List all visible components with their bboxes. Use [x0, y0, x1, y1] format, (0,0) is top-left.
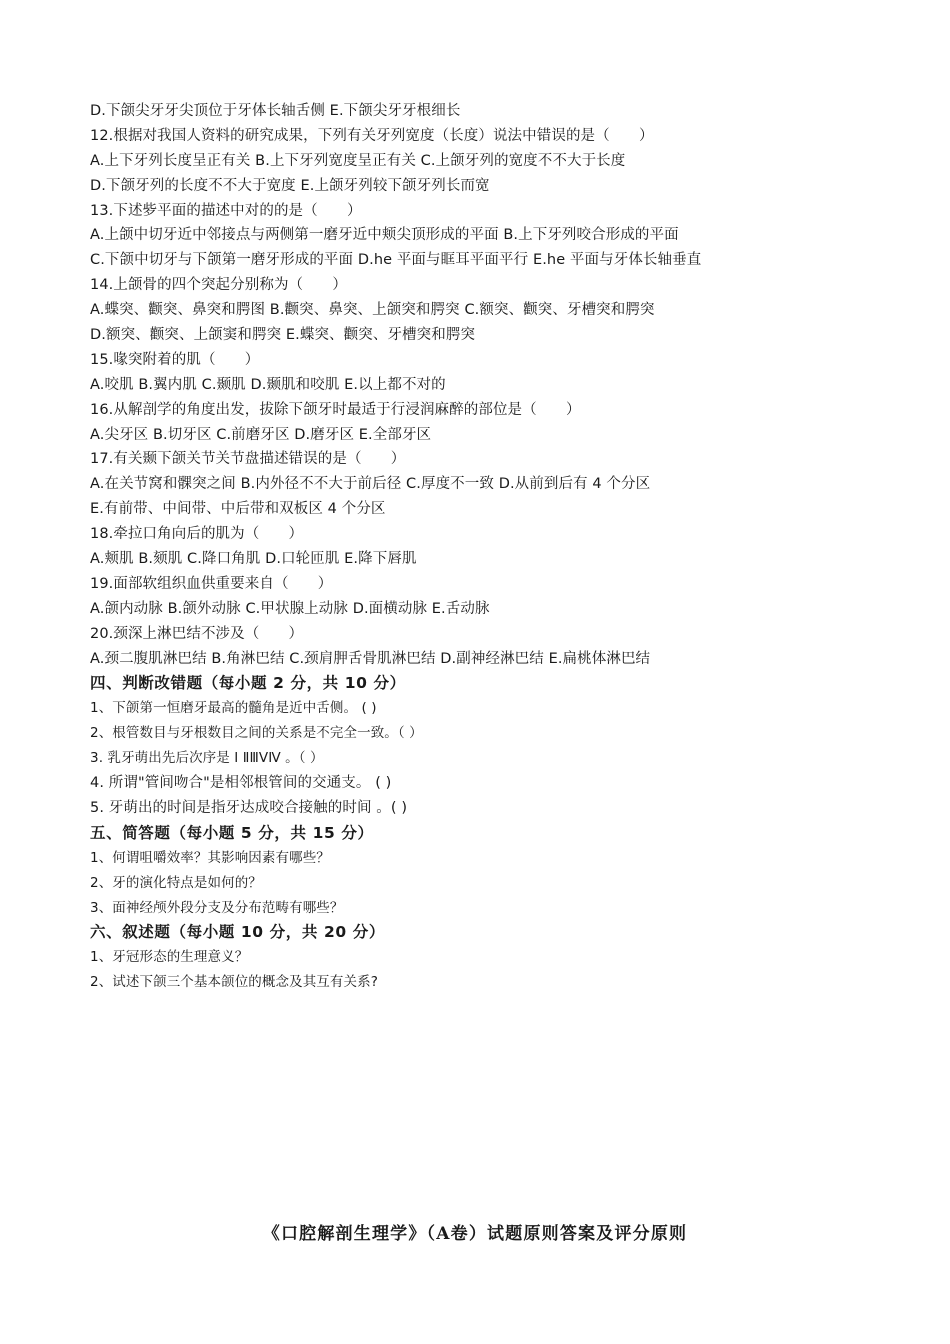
question-line: 14.上颌骨的四个突起分别称为（ ）: [90, 277, 347, 294]
question-line: C.下颌中切牙与下颌第一磨牙形成的平面 D.he 平面与眶耳平面平行 E.he 平面与牙体长轴垂直: [90, 252, 702, 269]
section-heading: 六、叙述题（每小题 10 分，共 20 分）: [90, 923, 385, 942]
question-line: 12.根据对我国人资料的研究成果，下列有关牙列宽度（长度）说法中错误的是（ ）: [90, 127, 654, 144]
question-line: 17.有关颞下颌关节关节盘描述错误的是（ ）: [90, 451, 406, 468]
question-line: E.有前带、中间带、中后带和双板区 4 个分区: [90, 501, 386, 518]
question-line: A.蝶突、颧突、鼻突和腭图 B.颧突、鼻突、上颌突和腭突 C.额突、颧突、牙槽突和腭突: [90, 302, 655, 319]
question-line: 4. 所谓"管间吻合"是相邻根管间的交通支。 ( ): [90, 775, 392, 792]
question-line: 1、牙冠形态的生理意义？: [90, 949, 249, 966]
question-line: 3. 乳牙萌出先后次序是 I ⅡⅢⅤⅣ 。（ ）: [90, 750, 324, 767]
question-line: 18.牵拉口角向后的肌为（ ）: [90, 526, 304, 543]
section-heading: 四、判断改错题（每小题 2 分，共 10 分）: [90, 674, 406, 693]
question-line: A.颌内动脉 B.颌外动脉 C.甲状腺上动脉 D.面横动脉 E.舌动脉: [90, 600, 490, 617]
question-line: 1、何谓咀嚼效率？其影响因素有哪些？: [90, 849, 330, 866]
question-line: D.下颌尖牙牙尖顶位于牙体长轴舌侧 E.下颌尖牙牙根细长: [90, 103, 461, 119]
question-line: D.下颌牙列的长度不不大于宽度 E.上颌牙列较下颌牙列长而宽: [90, 177, 490, 194]
question-line: A.上下牙列长度呈正有关 B.上下牙列宽度呈正有关 C.上颌牙列的宽度不不大于长度: [90, 152, 626, 169]
question-line: A.尖牙区 B.切牙区 C.前磨牙区 D.磨牙区 E.全部牙区: [90, 426, 432, 443]
answer-key-title: 《口腔解剖生理学》（A卷）试题原则答案及评分原则: [262, 1224, 688, 1244]
question-line: 1、下颌第一恒磨牙最高的髓角是近中舌侧。 ( ): [90, 700, 377, 717]
question-line: D.额突、颧突、上颌窦和腭突 E.蝶突、颧突、牙槽突和腭突: [90, 327, 476, 344]
question-line: A.颈二腹肌淋巴结 B.角淋巴结 C.颈肩胛舌骨肌淋巴结 D.副神经淋巴结 E.扁桃体淋巴结: [90, 650, 651, 667]
question-line: 2、根管数目与牙根数目之间的关系是不完全一致。（ ）: [90, 725, 423, 742]
question-line: 2、牙的演化特点是如何的？: [90, 874, 262, 891]
question-line: A.上颌中切牙近中邻接点与两侧第一磨牙近中颊尖顶形成的平面 B.上下牙列咬合形成的平面: [90, 227, 679, 244]
question-line: 5. 牙萌出的时间是指牙达成咬合接触的时间 。( ): [90, 799, 408, 816]
question-line: A.在关节窝和髁突之间 B.内外径不不大于前后径 C.厚度不一致 D.从前到后有 4 个分区: [90, 476, 651, 493]
question-line: 13.下述㱔平面的描述中对的的是（ ）: [90, 202, 362, 219]
exam-content: [90, 99, 870, 995]
question-line: 2、试述下颌三个基本颌位的概念及其互有关系?: [90, 974, 378, 991]
question-line: 15.喙突附着的肌（ ）: [90, 351, 260, 368]
question-line: 20.颈深上淋巴结不涉及（ ）: [90, 625, 304, 642]
question-line: 3、面神经颅外段分支及分布范畴有哪些？: [90, 899, 344, 916]
question-line: A.咬肌 B.翼内肌 C.颞肌 D.颞肌和咬肌 E.以上都不对的: [90, 376, 446, 393]
question-line: 19.面部软组织血供重要来自（ ）: [90, 575, 333, 592]
question-line: 16.从解剖学的角度出发，拔除下颌牙时最适于行浸润麻醉的部位是（ ）: [90, 401, 581, 418]
section-heading: 五、简答题（每小题 5 分，共 15 分）: [90, 823, 374, 842]
question-line: A.颊肌 B.颏肌 C.降口角肌 D.口轮匝肌 E.降下唇肌: [90, 551, 417, 568]
